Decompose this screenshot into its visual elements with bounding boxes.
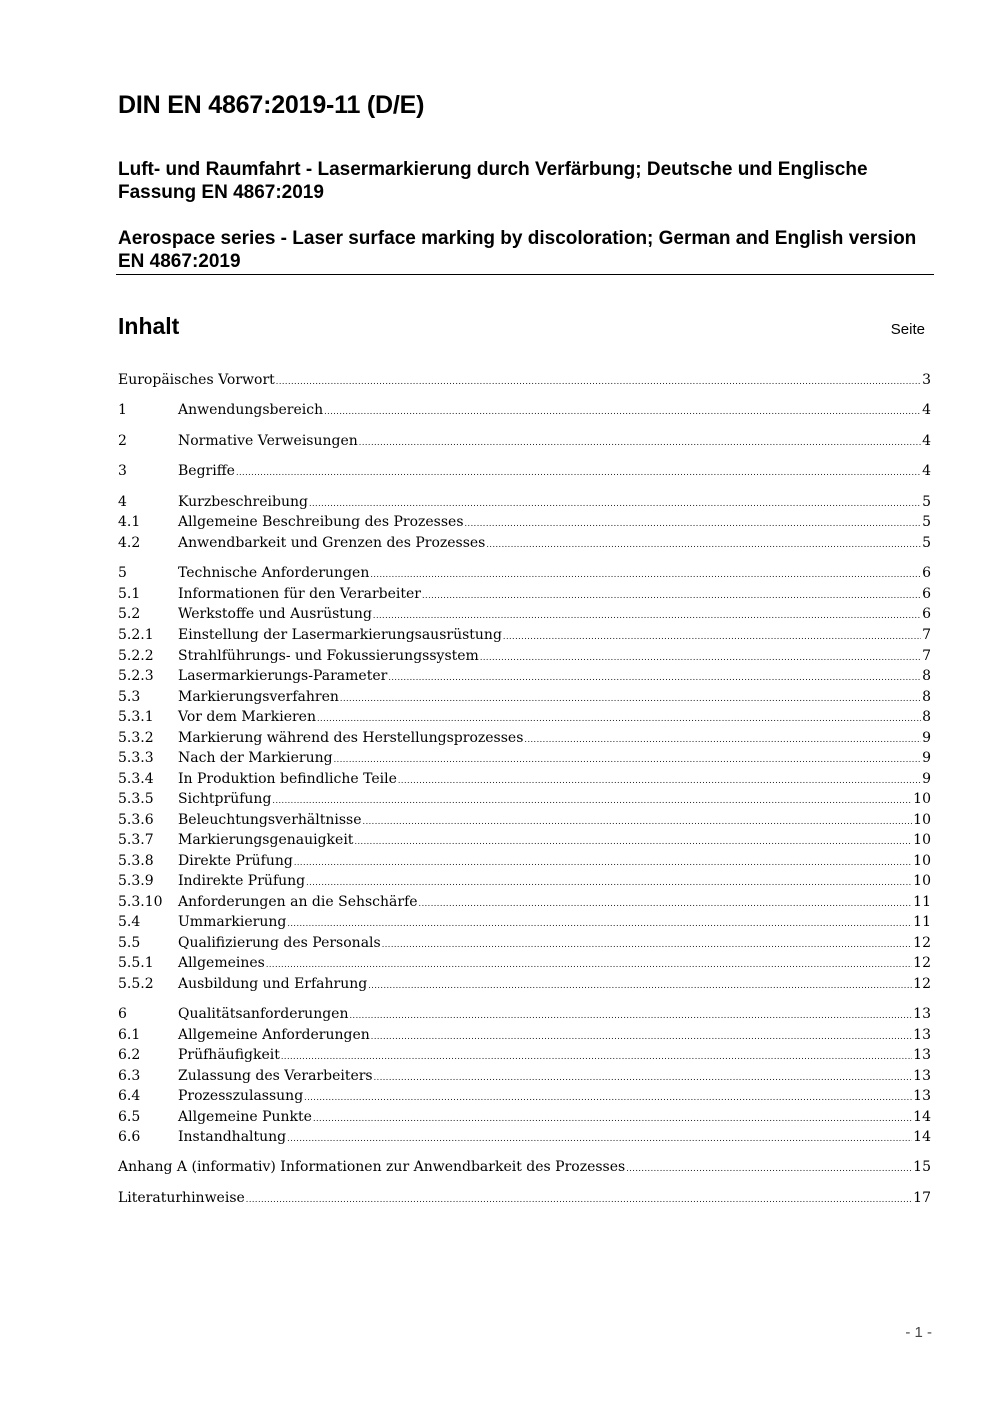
toc-dot-leader [313,1114,912,1123]
toc-entry-page: 10 [913,812,931,828]
toc-entry-title: Anhang A (informativ) Informationen zur Anwendbarkeit des Prozesses [118,1159,626,1175]
toc-entry-title: Qualifizierung des Personals [178,935,381,951]
title-divider [116,274,934,275]
toc-entry-number: 5.1 [118,586,141,602]
toc-entry-title: Strahlführungs- und Fokussierungssystem [178,648,479,664]
toc-entry-number: 5.3.7 [118,832,154,848]
toc-entry-number: 5.3.6 [118,812,154,828]
toc-entry[interactable] [118,1190,931,1210]
toc-entry-number: 6.5 [118,1109,141,1125]
toc-entry[interactable] [118,832,931,852]
toc-entry-title: Anwendbarkeit und Grenzen des Prozesses [178,535,486,551]
toc-entry[interactable] [118,372,931,392]
toc-entry-number: 4 [118,494,127,510]
toc-dot-leader [626,1164,912,1173]
toc-dot-leader [236,468,921,477]
toc-entry-title: Technische Anforderungen [178,565,370,581]
toc-entry-title: Instandhaltung [178,1129,287,1145]
page-number: - 1 - [905,1324,932,1341]
toc-dot-leader [287,1134,912,1143]
toc-entry-number: 5.2.1 [118,627,154,643]
toc-dot-leader [398,776,921,785]
toc-entry[interactable] [118,1109,931,1129]
toc-dot-leader [370,570,921,579]
toc-entry-number: 5.3.2 [118,730,154,746]
toc-dot-leader [334,755,921,764]
toc-entry[interactable] [118,1047,931,1067]
toc-entry-page: 11 [913,914,931,930]
toc-entry-number: 5.5.1 [118,955,154,971]
toc-dot-leader [340,694,921,703]
toc-entry-page: 7 [922,627,931,643]
toc-dot-leader [368,981,912,990]
toc-entry-title: Einstellung der Lasermarkierungsausrüstung [178,627,502,643]
toc-entry-number: 5.3.10 [118,894,163,910]
toc-entry-page: 6 [922,586,931,602]
toc-entry-title: Ausbildung und Erfahrung [178,976,368,992]
toc-entry-title: Markierung während des Herstellungsprozesses [178,730,524,746]
toc-dot-leader [363,817,913,826]
toc-entry[interactable] [118,463,931,483]
toc-entry-page: 13 [913,1088,931,1104]
subtitle-english: Aerospace series - Laser surface marking by discoloration; German and English version EN 4867:2019 [118,228,917,272]
toc-entry-number: 5.2 [118,606,141,622]
toc-entry-title: Begriffe [178,463,235,479]
toc-dot-leader [480,653,921,662]
toc-entry-title: Prozesszulassung [178,1088,304,1104]
toc-dot-leader [306,878,912,887]
toc-dot-leader [354,837,912,846]
toc-entry-title: Allgemeines [178,955,265,971]
toc-entry-title: Beleuchtungsverhältnisse [178,812,362,828]
toc-entry-title: Sichtprüfung [178,791,272,807]
toc-entry[interactable] [118,750,931,770]
toc-entry-page: 13 [913,1068,931,1084]
toc-dot-leader [309,499,921,508]
toc-entry-number: 5.3.3 [118,750,154,766]
toc-dot-leader [419,899,913,908]
toc-entry-page: 9 [922,730,931,746]
toc-entry[interactable] [118,402,931,422]
toc-entry[interactable] [118,873,931,893]
toc-entry[interactable] [118,1006,931,1026]
toc-entry-title: Anforderungen an die Sehschärfe [178,894,418,910]
toc-entry[interactable] [118,976,931,996]
toc-dot-leader [373,611,921,620]
toc-entry-title: Ummarkierung [178,914,287,930]
toc-entry-page: 8 [922,709,931,725]
toc-entry-page: 12 [913,955,931,971]
toc-entry[interactable] [118,648,931,668]
toc-dot-leader [359,438,921,447]
toc-entry-title: Indirekte Prüfung [178,873,306,889]
toc-entry-page: 6 [922,565,931,581]
toc-entry-page: 9 [922,771,931,787]
toc-dot-leader [287,919,912,928]
toc-entry[interactable] [118,433,931,453]
toc-entry-number: 5.5 [118,935,141,951]
toc-entry-title: Anwendungsbereich [178,402,324,418]
toc-entry-number: 2 [118,433,127,449]
toc-entry[interactable] [118,565,931,585]
toc-dot-leader [294,858,912,867]
toc-dot-leader [465,519,922,528]
toc-entry-title: In Produktion befindliche Teile [178,771,397,787]
toc-entry-title: Allgemeine Beschreibung des Prozesses [178,514,464,530]
toc-entry-page: 4 [922,402,931,418]
toc-dot-leader [349,1011,912,1020]
toc-entry-number: 5.3.8 [118,853,154,869]
toc-entry-number: 5.4 [118,914,141,930]
toc-entry-title: Direkte Prüfung [178,853,293,869]
toc-entry[interactable] [118,514,931,534]
toc-entry-page: 9 [922,750,931,766]
toc-entry-page: 17 [913,1190,931,1206]
toc-entry-title: Literaturhinweise [118,1190,245,1206]
toc-entry-page: 5 [922,535,931,551]
toc-entry-number: 1 [118,402,127,418]
toc-entry-title: Werkstoffe und Ausrüstung [178,606,372,622]
toc-dot-leader [382,940,912,949]
toc-entry[interactable] [118,1088,931,1108]
toc-dot-leader [374,1073,913,1082]
toc-dot-leader [317,714,921,723]
toc-entry-title: Markierungsverfahren [178,689,339,705]
toc-entry-page: 4 [922,463,931,479]
toc-entry-page: 5 [922,494,931,510]
toc-dot-leader [371,1032,912,1041]
toc-entry-page: 10 [913,873,931,889]
toc-entry-number: 5.2.2 [118,648,154,664]
toc-page-column-label: Seite [890,321,925,338]
toc-entry-page: 10 [913,832,931,848]
toc-entry-title: Normative Verweisungen [178,433,358,449]
toc-dot-leader [272,796,912,805]
toc-entry-page: 14 [913,1109,931,1125]
toc-entry[interactable] [118,853,931,873]
toc-entry-number: 4.1 [118,514,141,530]
toc-entry-title: Allgemeine Punkte [178,1109,312,1125]
toc-entry-number: 5 [118,565,127,581]
toc-dot-leader [246,1195,912,1204]
toc-entry[interactable] [118,586,931,606]
toc-entry-page: 3 [922,372,931,388]
toc-entry-title: Europäisches Vorwort [118,372,275,388]
toc-dot-leader [503,632,921,641]
toc-entry-title: Allgemeine Anforderungen [178,1027,370,1043]
toc-entry-page: 5 [922,514,931,530]
toc-entry[interactable] [118,1068,931,1088]
toc-entry[interactable] [118,730,931,750]
toc-entry-number: 5.3.4 [118,771,154,787]
toc-entry-page: 12 [913,976,931,992]
toc-entry-number: 6.2 [118,1047,141,1063]
toc-entry-page: 8 [922,689,931,705]
toc-entry[interactable] [118,606,931,626]
toc-entry[interactable] [118,668,931,688]
toc-entry-title: Zulassung des Verarbeiters [178,1068,373,1084]
toc-entry-number: 5.3.1 [118,709,154,725]
toc-entry-page: 10 [913,853,931,869]
toc-entry-title: Prüfhäufigkeit [178,1047,280,1063]
toc-entry-page: 14 [913,1129,931,1145]
toc-entry-number: 5.3.9 [118,873,154,889]
toc-heading: Inhalt [118,313,180,339]
toc-entry-page: 10 [913,791,931,807]
toc-dot-leader [324,407,921,416]
toc-entry[interactable] [118,914,931,934]
toc-dot-leader [524,735,921,744]
toc-entry[interactable] [118,771,931,791]
toc-entry-page: 12 [913,935,931,951]
toc-dot-leader [422,591,921,600]
toc-entry-page: 8 [922,668,931,684]
toc-dot-leader [281,1052,912,1061]
toc-entry-number: 6.6 [118,1129,141,1145]
toc-entry-page: 11 [913,894,931,910]
toc-entry[interactable] [118,494,931,514]
toc-entry-title: Kurzbeschreibung [178,494,308,510]
toc-dot-leader [266,960,912,969]
toc-entry[interactable] [118,935,931,955]
toc-dot-leader [276,377,921,386]
toc-entry[interactable] [118,1129,931,1149]
toc-entry-page: 13 [913,1027,931,1043]
toc-entry-title: Informationen für den Verarbeiter [178,586,421,602]
toc-dot-leader [304,1093,912,1102]
document-title: DIN EN 4867:2019-11 (D/E) [118,91,425,119]
toc-entry-page: 15 [913,1159,931,1175]
toc-entry-title: Nach der Markierung [178,750,333,766]
toc-entry[interactable] [118,812,931,832]
toc-entry-number: 3 [118,463,127,479]
toc-entry-title: Vor dem Markieren [178,709,316,725]
toc-entry-title: Markierungsgenauigkeit [178,832,354,848]
toc-entry-page: 7 [922,648,931,664]
toc-entry-number: 5.5.2 [118,976,154,992]
toc-entry-number: 4.2 [118,535,141,551]
toc-entry-number: 6.1 [118,1027,141,1043]
toc-entry-page: 6 [922,606,931,622]
toc-dot-leader [486,540,921,549]
toc-entry[interactable] [118,535,931,555]
toc-entry[interactable] [118,894,931,914]
toc-entry[interactable] [118,791,931,811]
toc-entry-number: 6.4 [118,1088,141,1104]
toc-entry[interactable] [118,689,931,709]
toc-entry-number: 5.3 [118,689,141,705]
toc-entry-number: 5.3.5 [118,791,154,807]
toc-entry[interactable] [118,627,931,647]
subtitle-german: Luft- und Raumfahrt - Lasermarkierung durch Verfärbung; Deutsche und Englische Fassung EN 4867:2019 [118,159,868,203]
toc-entry[interactable] [118,1027,931,1047]
toc-entry-title: Lasermarkierungs-Parameter [178,668,388,684]
toc-entry-number: 6 [118,1006,127,1022]
toc-dot-leader [388,673,921,682]
toc-entry-page: 13 [913,1047,931,1063]
toc-entry-number: 5.2.3 [118,668,154,684]
toc-entry-page: 4 [922,433,931,449]
toc-entry[interactable] [118,709,931,729]
toc-entry[interactable] [118,955,931,975]
toc-entry-page: 13 [913,1006,931,1022]
toc-entry-number: 6.3 [118,1068,141,1084]
toc-entry-title: Qualitätsanforderungen [178,1006,349,1022]
toc-entry[interactable] [118,1159,931,1179]
